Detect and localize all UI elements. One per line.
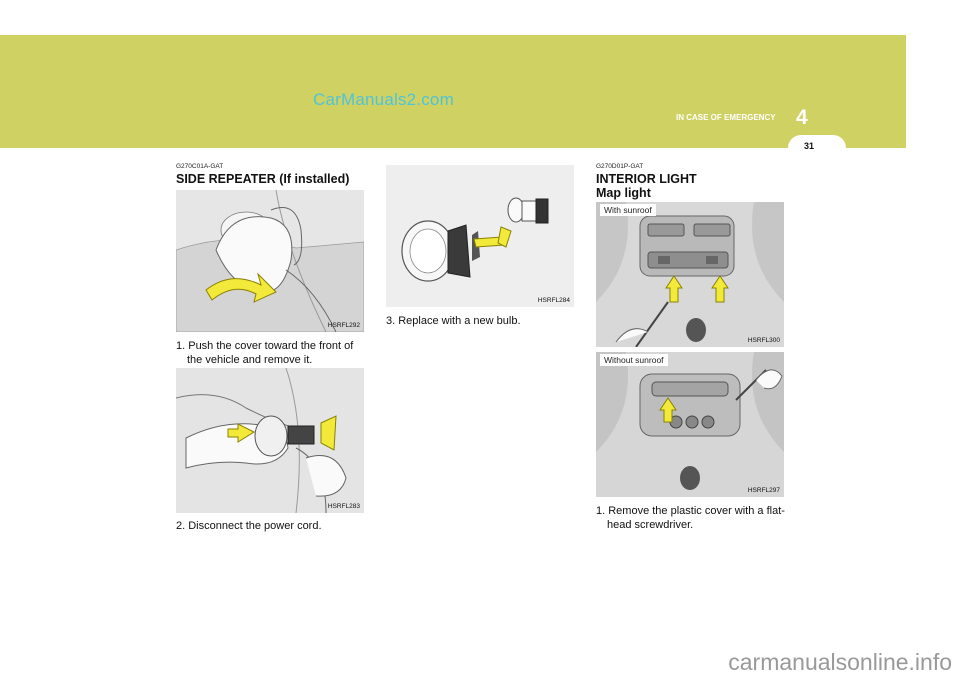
figure-label: With sunroof (600, 204, 656, 216)
step-2: 2. Disconnect the power cord. (176, 520, 322, 532)
figure-code: HSRFL300 (747, 337, 780, 344)
map-light-sunroof-illustration (596, 202, 784, 347)
page-number-tab (788, 135, 846, 161)
figure-code: HSRFL284 (537, 297, 570, 304)
figure-cover-removal (176, 190, 364, 332)
step-right-1 (596, 504, 792, 532)
chapter-number: 4 (796, 106, 808, 129)
step-1-line-2: the vehicle and remove it. (187, 354, 313, 366)
step-3: 3. Replace with a new bulb. (386, 315, 521, 327)
section-heading: INTERIOR LIGHT (596, 172, 697, 186)
step-right-1-line-1: 1. Remove the plastic cover with a flat- (596, 505, 785, 517)
map-light-no-sunroof-illustration (596, 352, 784, 497)
section-code: G270D01P-GAT (596, 163, 644, 170)
figure-map-light-with-sunroof (596, 202, 784, 347)
figure-code: HSRFL283 (327, 503, 360, 510)
replace-bulb-illustration (386, 165, 574, 307)
section-heading: SIDE REPEATER (If installed) (176, 172, 350, 186)
figure-replace-bulb (386, 165, 574, 307)
figure-map-light-without-sunroof (596, 352, 784, 497)
figure-code: HSRFL292 (327, 322, 360, 329)
disconnect-cord-illustration (176, 368, 364, 513)
figure-label: Without sunroof (600, 354, 668, 366)
footer-watermark: carmanualsonline.info (728, 649, 952, 675)
figure-code: HSRFL297 (747, 487, 780, 494)
section-title: IN CASE OF EMERGENCY (676, 113, 776, 122)
cover-removal-illustration (176, 190, 364, 332)
page-number: 31 (804, 141, 815, 151)
site-link[interactable]: CarManuals2.com (313, 90, 454, 109)
section-subheading: Map light (596, 186, 651, 200)
figure-disconnect-cord (176, 368, 364, 513)
step-1 (176, 339, 368, 367)
step-right-1-line-2: head screwdriver. (607, 519, 694, 531)
step-1-line-1: 1. Push the cover toward the front of (176, 340, 354, 352)
section-code: G270C01A-GAT (176, 163, 224, 170)
